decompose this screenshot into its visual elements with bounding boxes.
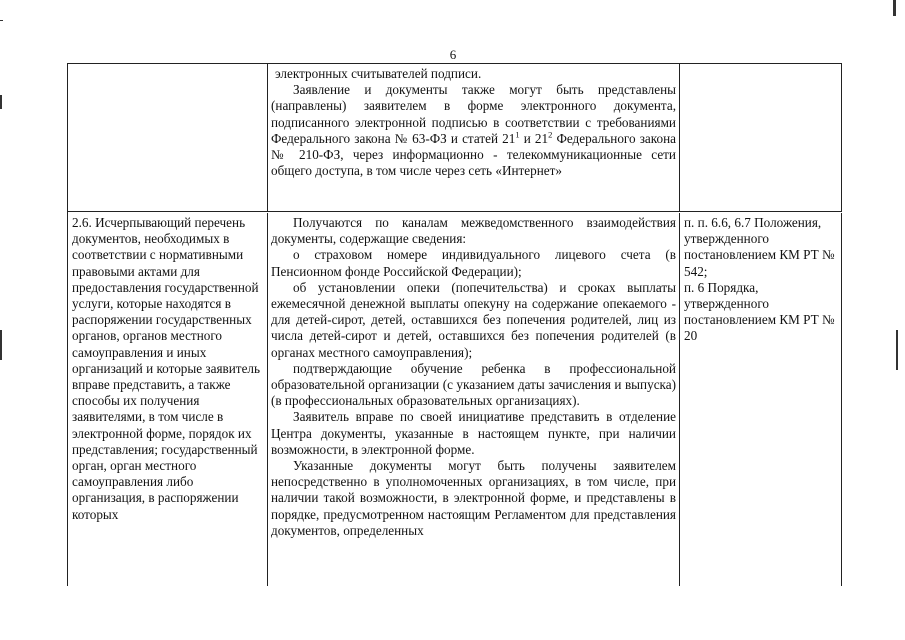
legal-reference-2: п. 6 Порядка, утвержденного постановлением КМ РТ № 20 — [684, 279, 835, 344]
scan-edge-mark-right — [893, 0, 896, 16]
legal-reference-1: п. п. 6.6, 6.7 Положения, утвержденного постановлением КМ РТ № 542; — [684, 215, 835, 279]
row2-col1 — [68, 213, 268, 586]
row1-col3 — [680, 64, 842, 212]
row2-paragraph-1: Получаются по каналам межведомственного взаимодействия документы, содержащие сведения: — [271, 215, 676, 247]
row2-paragraph-4: подтверждающие обучение ребенка в профессиональной образовательной организации (с указанием даты зачисления и выпуска) (в профессиональных образовательных организациях). — [271, 360, 676, 409]
row2-col3 — [680, 213, 842, 586]
row1-col1 — [68, 64, 268, 212]
row1-col2 — [268, 64, 680, 212]
row2-paragraph-3: об установлении опеки (попечительства) и сроках выплаты ежемесячной денежной выплаты опекуну на содержание опекаемого - для детей-сирот, детей, оставшихся без попечения родителей, лиц из числа детей-сирот и детей, оставшихся без попечения родителей (в органах местного самоуправления); — [271, 279, 676, 360]
scan-edge-mark-left-2 — [0, 95, 2, 109]
section-heading-2-6: 2.6. Исчерпывающий перечень документов, необходимых в соответствии с нормативными правовыми актами для предоставления государственной услуги, которые находятся в распоряжении государственных органов, органов местного самоуправления и иных организаций и которые заявитель вправе представить, а также способы их получения заявителями, в том числе в электронной форме, порядок их представления; государственный орган, орган местного самоуправления либо организация, в распоряжении которых — [72, 215, 261, 522]
scan-edge-mark-right-2 — [896, 330, 898, 370]
row2-paragraph-2: о страховом номере индивидуального лицевого счета (в Пенсионном фонде Российской Федерации); — [271, 247, 676, 279]
row2-paragraph-6: Указанные документы могут быть получены заявителем непосредственно в уполномоченных организациях, в том числе, при наличии такой возможности, в электронной форме, и представлены в порядке, предусмотренном настоящим Регламентом для представления документов, определенных — [271, 458, 676, 538]
row1-text-paragraph: Заявление и документы также могут быть представлены (направлены) заявителем в форме электронного документа, подписанного электронной подписью в соответствии с требованиями Федерального закона № 63-ФЗ и статей $21^1$ и $21^2$ Федерального закона № 210-ФЗ, через информационно - телекоммуникационные сети общего доступа, в том числе через сеть «Интернет» — [271, 82, 677, 179]
row1-text-continuation: электронных считывателей подписи. — [275, 66, 482, 81]
row2-col2 — [268, 213, 680, 586]
row2-paragraph-5: Заявитель вправе по своей инициативе представить в отделение Центра документы, указанные в настоящем пункте, при наличии возможности, в электронной форме. — [271, 409, 676, 457]
page-number: 6 — [449, 47, 457, 62]
scan-edge-mark-left-3 — [0, 330, 2, 360]
scan-edge-mark-left — [0, 20, 3, 21]
requirements-table — [67, 63, 842, 586]
